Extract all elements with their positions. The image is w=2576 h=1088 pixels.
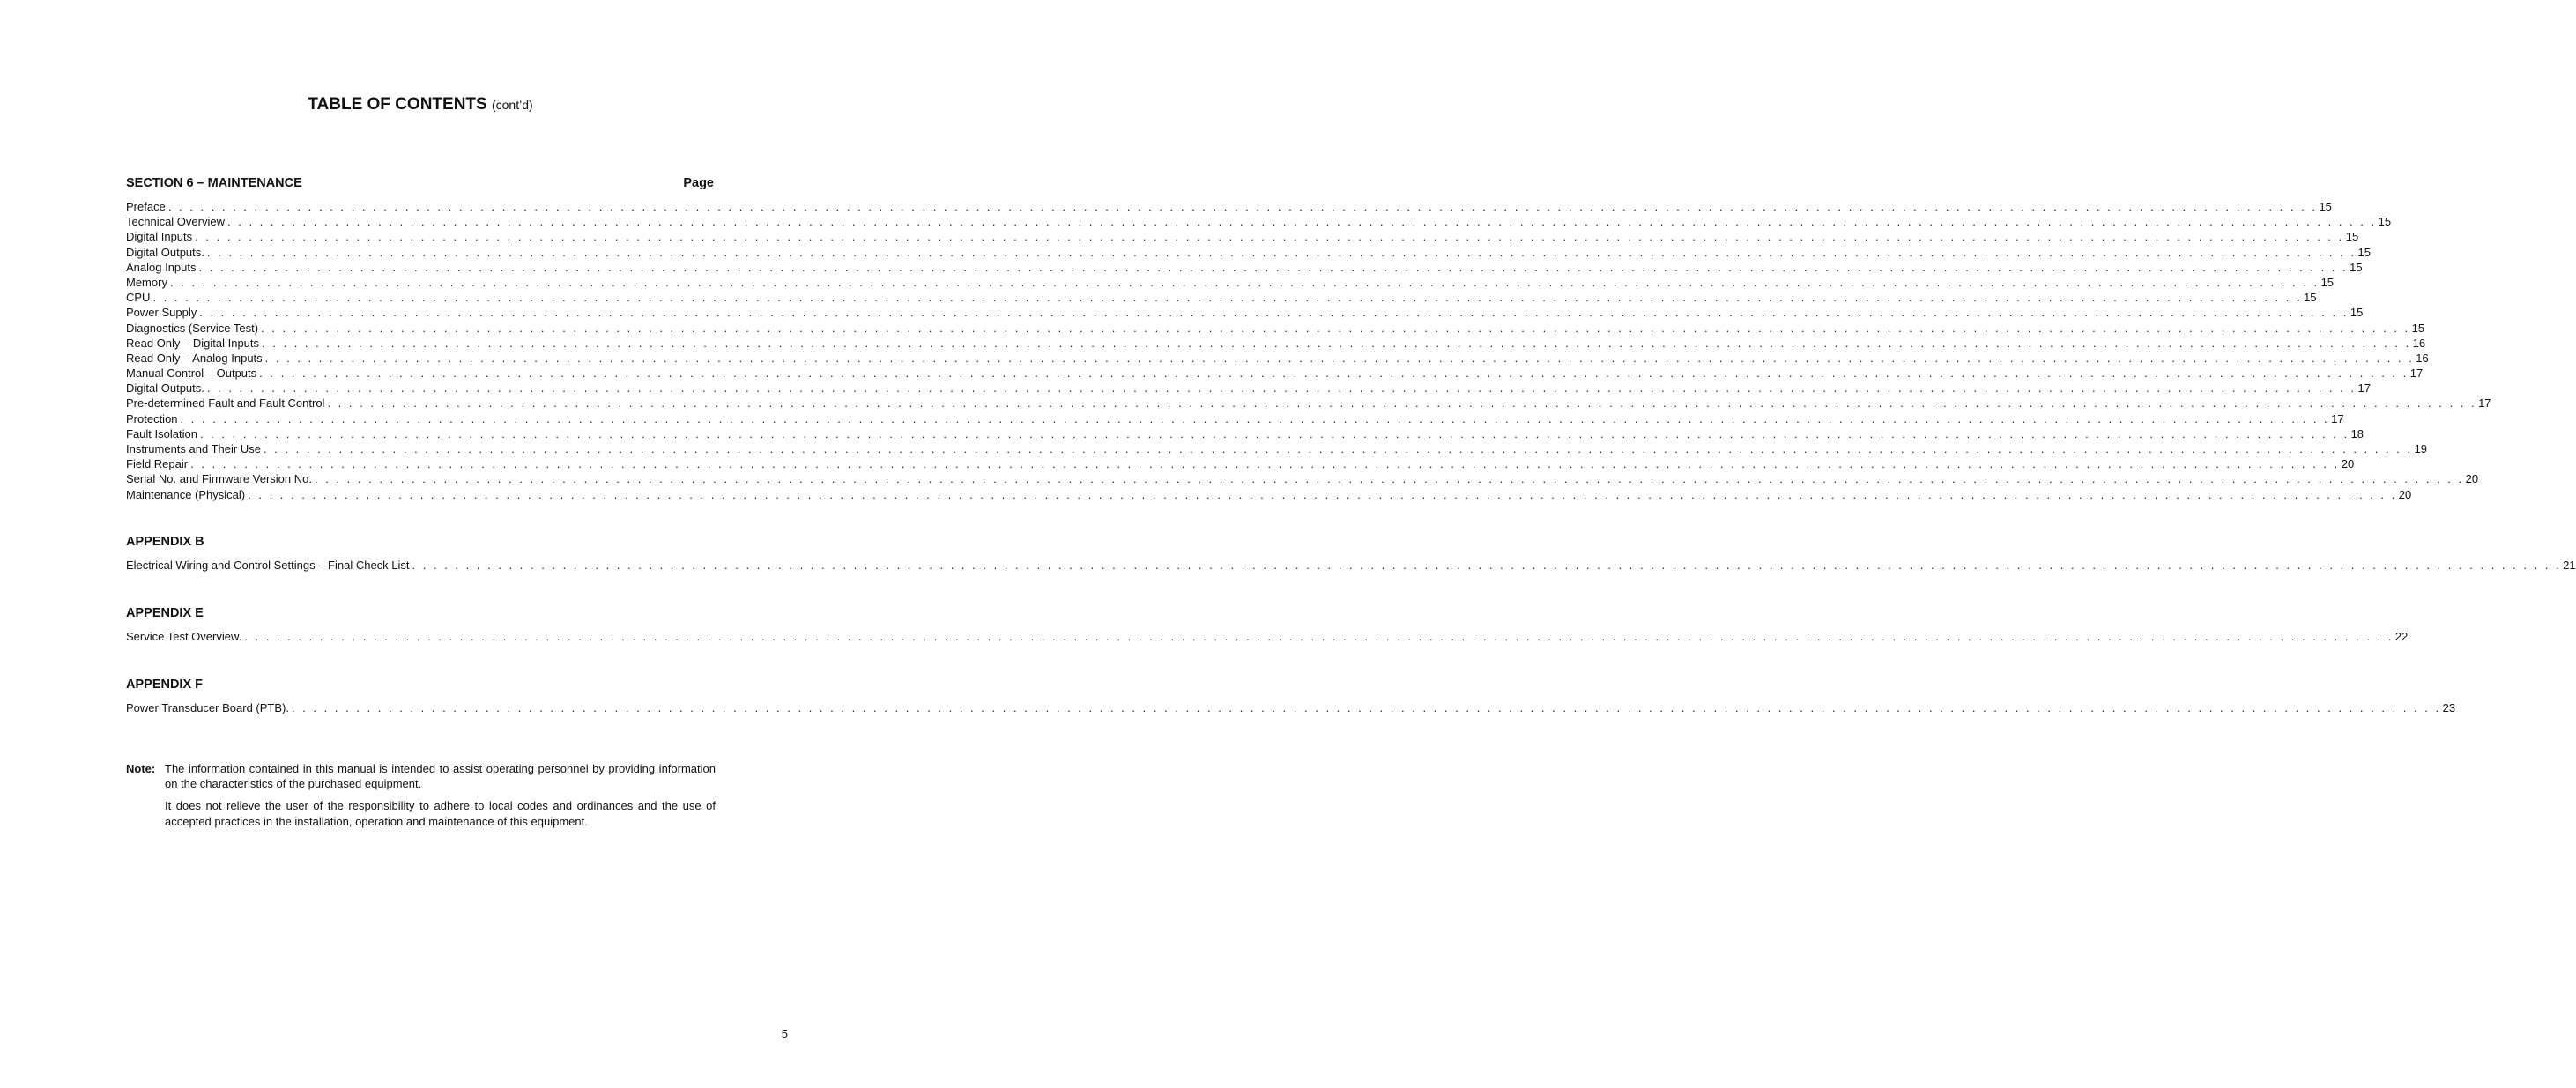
toc-leader-dots: . . . . . . . . . . . . . . . . . . . . . . . . . . . . . . . . . . . . . . . . . . . . . . . . . . . . . . . . . . . . . . . . . . . . . . . . . . . . . . . . . . . . . . . . . . . . . . . . . . . . . . . . . . . . . . . . . . . . . . . . . . . . . . . . . . . . . . . . . . . . . . . . . . . . . . . . . . . . . . . . . . . . . . . . . . . . . . . . . . . . . . . . . . . . . . . . . . . . . . . . xyxy=(412,559,2562,572)
toc-entry xyxy=(126,290,2317,305)
appendix-e-heading-row xyxy=(126,606,714,620)
toc-entry-label: Protection xyxy=(126,411,178,426)
note-body xyxy=(165,761,716,836)
toc-entry-label: Field Repair xyxy=(126,457,189,471)
toc-entry-page: 15 xyxy=(2304,291,2317,305)
toc-entry-page: 15 xyxy=(2378,215,2392,229)
toc-entry-page: 17 xyxy=(2478,396,2491,411)
page-column-label: Page xyxy=(683,176,714,190)
toc-entry-page: 17 xyxy=(2357,381,2371,396)
toc-entry-label: Power Supply xyxy=(126,306,197,320)
toc-entry xyxy=(126,558,2576,573)
toc-entry xyxy=(126,456,2355,471)
toc-entry xyxy=(126,629,2409,644)
toc-leader-dots: . . . . . . . . . . . . . . . . . . . . . . . . . . . . . . . . . . . . . . . . . . . . . . . . . . . . . . . . . . . . . . . . . . . . . . . . . . . . . . . . . . . . . . . . . . . . . . . . . . . . . . . . . . . . . . . . . . . . . . . . . . . . . . . . . . . . . . . . . . . . . . . . . . . . . . . . . . . . . . . . . . . . . . . . . . . . . . . . . . . . . . . . . . . . . . . . . . . . . . . . xyxy=(199,426,2350,440)
toc-entry-label: Instruments and Their Use xyxy=(126,442,261,455)
toc-entry-label: Electrical Wiring and Control Settings – Final Check List xyxy=(126,559,410,572)
toc-entry-page: 15 xyxy=(2357,245,2371,259)
toc-entry xyxy=(126,487,2412,502)
toc-entry-label: Digital Outputs. xyxy=(126,245,204,259)
toc-entry xyxy=(126,426,2364,441)
toc-leader-dots: . . . . . . . . . . . . . . . . . . . . . . . . . . . . . . . . . . . . . . . . . . . . . . . . . . . . . . . . . . . . . . . . . . . . . . . . . . . . . . . . . . . . . . . . . . . . . . . . . . . . . . . . . . . . . . . . . . . . . . . . . . . . . . . . . . . . . . . . . . . . . . . . . . . . . . . . . . . . . . . . . . . . . . . . . . . . . . . . . . . . . . . . . . . . . . . . . . . . . . . . xyxy=(206,245,2357,259)
appendix-e-heading: APPENDIX E xyxy=(126,606,204,620)
toc-entry-page: 20 xyxy=(2465,472,2479,486)
toc-entry xyxy=(126,471,2479,486)
toc-entry-label: Manual Control – Outputs xyxy=(126,366,257,381)
toc-entry-page: 22 xyxy=(2394,630,2409,643)
toc-entry-label: Pre-determined Fault and Fault Control xyxy=(126,396,325,411)
toc-entry-label: Read Only – Digital Inputs xyxy=(126,336,260,350)
toc-leader-dots: . . . . . . . . . . . . . . . . . . . . . . . . . . . . . . . . . . . . . . . . . . . . . . . . . . . . . . . . . . . . . . . . . . . . . . . . . . . . . . . . . . . . . . . . . . . . . . . . . . . . . . . . . . . . . . . . . . . . . . . . . . . . . . . . . . . . . . . . . . . . . . . . . . . . . . . . . . . . . . . . . . . . . . . . . . . . . . . . . . . . . . . . . . . . . . . . . . . . . . . . xyxy=(263,442,2413,455)
toc-entry xyxy=(126,396,2491,411)
toc-leader-dots: . . . . . . . . . . . . . . . . . . . . . . . . . . . . . . . . . . . . . . . . . . . . . . . . . . . . . . . . . . . . . . . . . . . . . . . . . . . . . . . . . . . . . . . . . . . . . . . . . . . . . . . . . . . . . . . . . . . . . . . . . . . . . . . . . . . . . . . . . . . . . . . . . . . . . . . . . . . . . . . . . . . . . . . . . . . . . . . . . . . . . . . . . . . . . . . . . . . . . . . . xyxy=(259,366,2409,381)
toc-entry xyxy=(126,245,2371,260)
toc-entry-page: 15 xyxy=(2350,260,2363,274)
toc-entry-page: 16 xyxy=(2416,351,2429,365)
toc-leader-dots: . . . . . . . . . . . . . . . . . . . . . . . . . . . . . . . . . . . . . . . . . . . . . . . . . . . . . . . . . . . . . . . . . . . . . . . . . . . . . . . . . . . . . . . . . . . . . . . . . . . . . . . . . . . . . . . . . . . . . . . . . . . . . . . . . . . . . . . . . . . . . . . . . . . . . . . . . . . . . . . . . . . . . . . . . . . . . . . . . . . . . . . . . . . . . . . . . . . . . . . . xyxy=(199,306,2349,320)
toc-leader-dots: . . . . . . . . . . . . . . . . . . . . . . . . . . . . . . . . . . . . . . . . . . . . . . . . . . . . . . . . . . . . . . . . . . . . . . . . . . . . . . . . . . . . . . . . . . . . . . . . . . . . . . . . . . . . . . . . . . . . . . . . . . . . . . . . . . . . . . . . . . . . . . . . . . . . . . . . . . . . . . . . . . . . . . . . . . . . . . . . . . . . . . . . . . . . . . . . . . . . . . . . xyxy=(198,260,2349,274)
toc-entry-label: Technical Overview xyxy=(126,215,225,229)
toc-entry xyxy=(126,321,2425,336)
note-paragraph: The information contained in this manual is intended to assist operating personnel by providing information on the characteristics of the purchased equipment. xyxy=(165,762,716,791)
toc-entry-label: Service Test Overview. xyxy=(126,630,242,643)
toc-leader-dots: . . . . . . . . . . . . . . . . . . . . . . . . . . . . . . . . . . . . . . . . . . . . . . . . . . . . . . . . . . . . . . . . . . . . . . . . . . . . . . . . . . . . . . . . . . . . . . . . . . . . . . . . . . . . . . . . . . . . . . . . . . . . . . . . . . . . . . . . . . . . . . . . . . . . . . . . . . . . . . . . . . . . . . . . . . . . . . . . . . . . . . . . . . . . . . . . . . . . . . . . xyxy=(261,321,2410,335)
toc-entry-label: Serial No. and Firmware Version No. xyxy=(126,472,312,486)
toc-leader-dots: . . . . . . . . . . . . . . . . . . . . . . . . . . . . . . . . . . . . . . . . . . . . . . . . . . . . . . . . . . . . . . . . . . . . . . . . . . . . . . . . . . . . . . . . . . . . . . . . . . . . . . . . . . . . . . . . . . . . . . . . . . . . . . . . . . . . . . . . . . . . . . . . . . . . . . . . . . . . . . . . . . . . . . . . . . . . . . . . . . . . . . . . . . . . . . . . . . . . . . . . xyxy=(180,411,2330,426)
appendix-f-heading: APPENDIX F xyxy=(126,677,204,692)
toc-entry xyxy=(126,700,2456,715)
note-label: Note: xyxy=(126,762,156,775)
toc-entry xyxy=(126,275,2335,290)
toc-entry-label: Digital Outputs. xyxy=(126,381,204,396)
toc-entry xyxy=(126,336,2426,351)
page-title xyxy=(0,95,841,115)
toc-leader-dots: . . . . . . . . . . . . . . . . . . . . . . . . . . . . . . . . . . . . . . . . . . . . . . . . . . . . . . . . . . . . . . . . . . . . . . . . . . . . . . . . . . . . . . . . . . . . . . . . . . . . . . . . . . . . . . . . . . . . . . . . . . . . . . . . . . . . . . . . . . . . . . . . . . . . . . . . . . . . . . . . . . . . . . . . . . . . . . . . . . . . . . . . . . . . . . . . . . . . . . . . xyxy=(227,215,2377,229)
appendix-b-heading-row xyxy=(126,535,714,549)
toc-entry-page: 19 xyxy=(2414,442,2428,455)
appendix-b-toc-list xyxy=(126,558,2576,573)
toc-entry-label: Diagnostics (Service Test) xyxy=(126,321,259,335)
toc-entry-page: 16 xyxy=(2412,336,2426,350)
toc-entry-page: 17 xyxy=(2409,366,2424,381)
section6-toc-list xyxy=(126,199,2491,502)
appendix-f-heading-row xyxy=(126,677,714,692)
toc-entry xyxy=(126,411,2344,426)
toc-entry xyxy=(126,305,2364,320)
toc-entry-page: 20 xyxy=(2398,487,2412,501)
appendix-e-toc-list xyxy=(126,629,2409,644)
toc-entry xyxy=(126,381,2371,396)
toc-leader-dots: . . . . . . . . . . . . . . . . . . . . . . . . . . . . . . . . . . . . . . . . . . . . . . . . . . . . . . . . . . . . . . . . . . . . . . . . . . . . . . . . . . . . . . . . . . . . . . . . . . . . . . . . . . . . . . . . . . . . . . . . . . . . . . . . . . . . . . . . . . . . . . . . . . . . . . . . . . . . . . . . . . . . . . . . . . . . . . . . . . . . . . . . . . . . . . . . . . . . . . . . xyxy=(167,200,2318,213)
toc-entry xyxy=(126,214,2392,229)
toc-entry-label: Read Only – Analog Inputs xyxy=(126,351,263,365)
toc-leader-dots: . . . . . . . . . . . . . . . . . . . . . . . . . . . . . . . . . . . . . . . . . . . . . . . . . . . . . . . . . . . . . . . . . . . . . . . . . . . . . . . . . . . . . . . . . . . . . . . . . . . . . . . . . . . . . . . . . . . . . . . . . . . . . . . . . . . . . . . . . . . . . . . . . . . . . . . . . . . . . . . . . . . . . . . . . . . . . . . . . . . . . . . . . . . . . . . . . . . . . . . . xyxy=(314,472,2464,486)
toc-leader-dots: . . . . . . . . . . . . . . . . . . . . . . . . . . . . . . . . . . . . . . . . . . . . . . . . . . . . . . . . . . . . . . . . . . . . . . . . . . . . . . . . . . . . . . . . . . . . . . . . . . . . . . . . . . . . . . . . . . . . . . . . . . . . . . . . . . . . . . . . . . . . . . . . . . . . . . . . . . . . . . . . . . . . . . . . . . . . . . . . . . . . . . . . . . . . . . . . . . . . . . . . xyxy=(264,351,2415,365)
appendix-b-heading: APPENDIX B xyxy=(126,535,204,549)
toc-entry-label: Digital Inputs xyxy=(126,230,193,244)
toc-entry-label: Memory xyxy=(126,275,167,289)
toc-entry-page: 23 xyxy=(2442,701,2456,714)
toc-entry-page: 18 xyxy=(2350,426,2364,440)
section6-heading-row xyxy=(126,176,714,190)
toc-entry-label: CPU xyxy=(126,291,151,305)
toc-entry xyxy=(126,441,2428,456)
toc-entry xyxy=(126,351,2429,366)
toc-entry xyxy=(126,229,2359,244)
toc-leader-dots: . . . . . . . . . . . . . . . . . . . . . . . . . . . . . . . . . . . . . . . . . . . . . . . . . . . . . . . . . . . . . . . . . . . . . . . . . . . . . . . . . . . . . . . . . . . . . . . . . . . . . . . . . . . . . . . . . . . . . . . . . . . . . . . . . . . . . . . . . . . . . . . . . . . . . . . . . . . . . . . . . . . . . . . . . . . . . . . . . . . . . . . . . . . . . . . . . . . . . . . . xyxy=(152,291,2303,305)
toc-leader-dots: . . . . . . . . . . . . . . . . . . . . . . . . . . . . . . . . . . . . . . . . . . . . . . . . . . . . . . . . . . . . . . . . . . . . . . . . . . . . . . . . . . . . . . . . . . . . . . . . . . . . . . . . . . . . . . . . . . . . . . . . . . . . . . . . . . . . . . . . . . . . . . . . . . . . . . . . . . . . . . . . . . . . . . . . . . . . . . . . . . . . . . . . . . . . . . . . . . . . . . . . xyxy=(190,457,2340,471)
toc-entry xyxy=(126,199,2332,214)
note-block xyxy=(126,761,716,836)
toc-entry-page: 15 xyxy=(2345,230,2359,244)
toc-entry-page: 15 xyxy=(2320,275,2335,289)
toc-entry-label: Maintenance (Physical) xyxy=(126,487,246,501)
page-number: 5 xyxy=(781,1027,788,1040)
appendix-f-toc-list xyxy=(126,700,2456,715)
toc-leader-dots: . . . . . . . . . . . . . . . . . . . . . . . . . . . . . . . . . . . . . . . . . . . . . . . . . . . . . . . . . . . . . . . . . . . . . . . . . . . . . . . . . . . . . . . . . . . . . . . . . . . . . . . . . . . . . . . . . . . . . . . . . . . . . . . . . . . . . . . . . . . . . . . . . . . . . . . . . . . . . . . . . . . . . . . . . . . . . . . . . . . . . . . . . . . . . . . . . . . . . . . . xyxy=(206,381,2357,396)
toc-entry-label: Analog Inputs xyxy=(126,260,197,274)
toc-entry xyxy=(126,366,2424,381)
toc-leader-dots: . . . . . . . . . . . . . . . . . . . . . . . . . . . . . . . . . . . . . . . . . . . . . . . . . . . . . . . . . . . . . . . . . . . . . . . . . . . . . . . . . . . . . . . . . . . . . . . . . . . . . . . . . . . . . . . . . . . . . . . . . . . . . . . . . . . . . . . . . . . . . . . . . . . . . . . . . . . . . . . . . . . . . . . . . . . . . . . . . . . . . . . . . . . . . . . . . . . . . . . . xyxy=(244,630,2394,643)
toc-entry-label: Preface xyxy=(126,200,166,213)
section6-heading: SECTION 6 – MAINTENANCE xyxy=(126,176,302,190)
toc-entry-page: 15 xyxy=(2319,200,2332,213)
toc-leader-dots: . . . . . . . . . . . . . . . . . . . . . . . . . . . . . . . . . . . . . . . . . . . . . . . . . . . . . . . . . . . . . . . . . . . . . . . . . . . . . . . . . . . . . . . . . . . . . . . . . . . . . . . . . . . . . . . . . . . . . . . . . . . . . . . . . . . . . . . . . . . . . . . . . . . . . . . . . . . . . . . . . . . . . . . . . . . . . . . . . . . . . . . . . . . . . . . . . . . . . . . . xyxy=(195,230,2344,244)
title-sub: (cont’d) xyxy=(491,98,533,112)
toc-leader-dots: . . . . . . . . . . . . . . . . . . . . . . . . . . . . . . . . . . . . . . . . . . . . . . . . . . . . . . . . . . . . . . . . . . . . . . . . . . . . . . . . . . . . . . . . . . . . . . . . . . . . . . . . . . . . . . . . . . . . . . . . . . . . . . . . . . . . . . . . . . . . . . . . . . . . . . . . . . . . . . . . . . . . . . . . . . . . . . . . . . . . . . . . . . . . . . . . . . . . . . . . xyxy=(169,275,2320,289)
toc-entry-label: Power Transducer Board (PTB). xyxy=(126,701,289,714)
toc-entry-page: 20 xyxy=(2341,457,2355,471)
toc-entry-label: Fault Isolation xyxy=(126,426,197,440)
toc-leader-dots: . . . . . . . . . . . . . . . . . . . . . . . . . . . . . . . . . . . . . . . . . . . . . . . . . . . . . . . . . . . . . . . . . . . . . . . . . . . . . . . . . . . . . . . . . . . . . . . . . . . . . . . . . . . . . . . . . . . . . . . . . . . . . . . . . . . . . . . . . . . . . . . . . . . . . . . . . . . . . . . . . . . . . . . . . . . . . . . . . . . . . . . . . . . . . . . . . . . . . . . . xyxy=(262,336,2411,350)
title-main: TABLE OF CONTENTS xyxy=(308,95,487,114)
note-paragraph: It does not relieve the user of the responsibility to adhere to local codes and ordinances and the use of accepted practices in the installation, operation and maintenance of this equipment. xyxy=(165,799,716,828)
toc-leader-dots: . . . . . . . . . . . . . . . . . . . . . . . . . . . . . . . . . . . . . . . . . . . . . . . . . . . . . . . . . . . . . . . . . . . . . . . . . . . . . . . . . . . . . . . . . . . . . . . . . . . . . . . . . . . . . . . . . . . . . . . . . . . . . . . . . . . . . . . . . . . . . . . . . . . . . . . . . . . . . . . . . . . . . . . . . . . . . . . . . . . . . . . . . . . . . . . . . . . . . . . . xyxy=(248,487,2397,501)
toc-entry-page: 15 xyxy=(2411,321,2425,335)
toc-entry-page: 15 xyxy=(2350,306,2364,320)
toc-entry-page: 17 xyxy=(2331,411,2344,426)
toc-entry-page: 21 xyxy=(2563,559,2576,572)
toc-leader-dots: . . . . . . . . . . . . . . . . . . . . . . . . . . . . . . . . . . . . . . . . . . . . . . . . . . . . . . . . . . . . . . . . . . . . . . . . . . . . . . . . . . . . . . . . . . . . . . . . . . . . . . . . . . . . . . . . . . . . . . . . . . . . . . . . . . . . . . . . . . . . . . . . . . . . . . . . . . . . . . . . . . . . . . . . . . . . . . . . . . . . . . . . . . . . . . . . . . . . . . . . xyxy=(327,396,2477,411)
toc-leader-dots: . . . . . . . . . . . . . . . . . . . . . . . . . . . . . . . . . . . . . . . . . . . . . . . . . . . . . . . . . . . . . . . . . . . . . . . . . . . . . . . . . . . . . . . . . . . . . . . . . . . . . . . . . . . . . . . . . . . . . . . . . . . . . . . . . . . . . . . . . . . . . . . . . . . . . . . . . . . . . . . . . . . . . . . . . . . . . . . . . . . . . . . . . . . . . . . . . . . . . . . . xyxy=(291,701,2441,714)
toc-entry xyxy=(126,260,2363,275)
